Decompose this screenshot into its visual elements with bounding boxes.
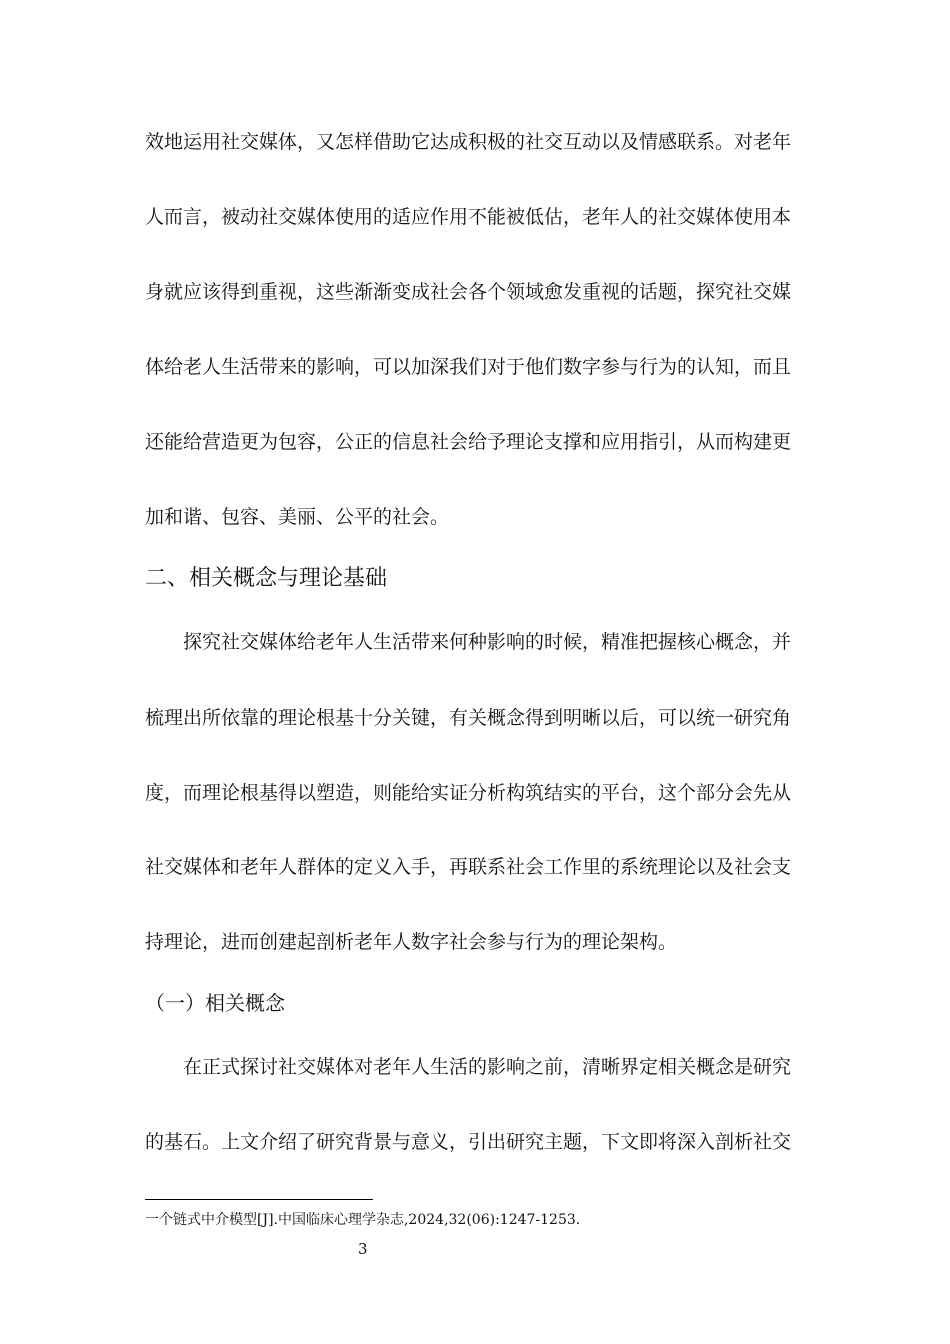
text-line: 效地运用社交媒体，又怎样借助它达成积极的社交互动以及情感联系。对老年 [145,131,792,153]
subsection-heading: （一）相关概念 [145,991,285,1015]
text-line: 的基石。上文介绍了研究背景与意义，引出研究主题，下文即将深入剖析社交 [145,1131,792,1153]
footnote-separator [145,1199,373,1200]
text-line: 在正式探讨社交媒体对老年人生活的影响之前，清晰界定相关概念是研究 [183,1056,792,1078]
text-line: 梳理出所依靠的理论根基十分关键，有关概念得到明晰以后，可以统一研究角 [145,707,792,729]
text-line: 持理论，进而创建起剖析老年人数字社会参与行为的理论架构。 [145,931,678,953]
footnote: 一个链式中介模型[J].中国临床心理学杂志,2024,32(06):1247-1253. [145,1212,581,1228]
text-line: 还能给营造更为包容，公正的信息社会给予理论支撑和应用指引，从而构建更 [145,431,792,453]
text-line: 度，而理论根基得以塑造，则能给实证分析构筑结实的平台，这个部分会先从 [145,782,792,804]
text-line: 加和谐、包容、美丽、公平的社会。 [145,506,450,528]
section-heading: 二、相关概念与理论基础 [145,566,388,591]
text-line: 探究社交媒体给老年人生活带来何种影响的时候，精准把握核心概念，并 [183,631,792,653]
text-line: 人而言，被动社交媒体使用的适应作用不能被低估，老年人的社交媒体使用本 [145,206,792,228]
text-line: 身就应该得到重视，这些渐渐变成社会各个领域愈发重视的话题，探究社交媒 [145,281,792,303]
text-line: 社交媒体和老年人群体的定义入手，再联系社会工作里的系统理论以及社会支 [145,856,792,878]
page-number: 3 [358,1240,368,1258]
text-line: 体给老人生活带来的影响，可以加深我们对于他们数字参与行为的认知，而且 [145,356,792,378]
